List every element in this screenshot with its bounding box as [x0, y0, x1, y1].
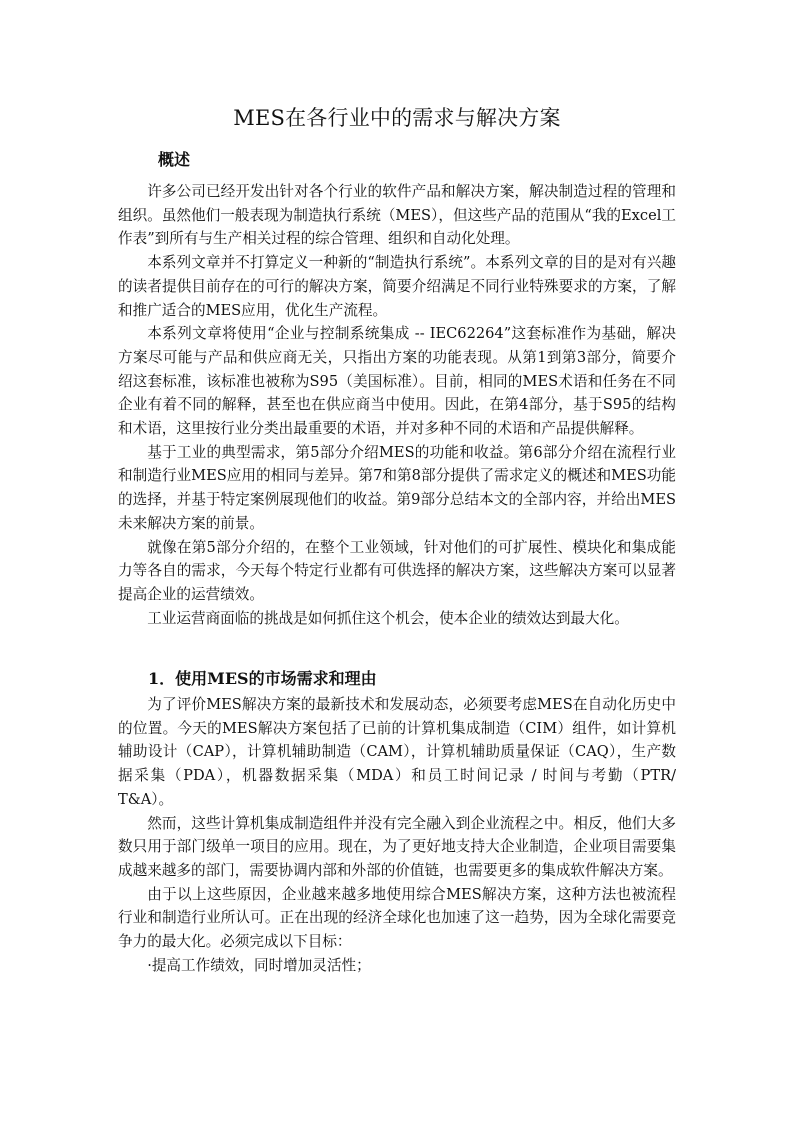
paragraph: 本系列文章并不打算定义一种新的“制造执行系统”。本系列文章的目的是对有兴趣的读者提供目前存在的可行的解决方案，简要介绍满足不同行业特殊要求的方案，了解和推广适合的MES应用，优化生产流程。 — [118, 254, 676, 319]
overview-body — [118, 180, 676, 630]
paragraph: ·提高工作绩效，同时增加灵活性； — [147, 956, 371, 974]
paragraph: 就像在第5部分介绍的，在整个工业领域，针对他们的可扩展性、模块化和集成能力等各自的需求，今天每个特定行业都有可供选择的解决方案，这些解决方案可以显著提高企业的运营绩效。 — [118, 538, 676, 603]
paragraph: 工业运营商面临的挑战是如何抓住这个机会，使本企业的绩效达到最大化。 — [147, 609, 629, 627]
paragraph: 然而，这些计算机集成制造组件并没有完全融入到企业流程之中。相反，他们大多数只用于部门级单一项目的应用。现在，为了更好地支持大企业制造，企业项目需要集成越来越多的部门，需要协调内部和外部的价值链，也需要更多的集成软件解决方案。 — [118, 814, 676, 879]
section-heading: 1．使用MES的市场需求和理由 — [148, 669, 377, 688]
paragraph: 本系列文章将使用“企业与控制系统集成 -- IEC62264”这套标准作为基础，解决方案尽可能与产品和供应商无关，只指出方案的功能表现。从第1到第3部分，简要介绍这套标准，该标准也被称为S95（美国标准）。目前，相同的MES术语和任务在不同企业有着不同的解释，甚至也在供应商当中使用。因此，在第4部分，基于S95的结构和术语，这里按行业分类出最重要的术语，并对多种不同的术语和产品提供解释。 — [118, 325, 676, 438]
paragraph: 许多公司已经开发出针对各个行业的软件产品和解决方案，解决制造过程的管理和组织。虽然他们一般表现为制造执行系统（MES），但这些产品的范围从“我的Excel工作表”到所有与生产相关过程的综合管理、组织和自动化处理。 — [118, 183, 676, 248]
paragraph: 基于工业的典型需求，第5部分介绍MES的功能和收益。第6部分介绍在流程行业和制造行业MES应用的相同与差异。第7和第8部分提供了需求定义的概述和MES功能的选择，并基于特定案例展现他们的收益。第9部分总结本文的全部内容，并给出MES未来解决方案的前景。 — [118, 443, 676, 532]
paragraph: 由于以上这些原因，企业越来越多地使用综合MES解决方案，这种方法也被流程行业和制造行业所认可。正在出现的经济全球化也加速了这一趋势，因为全球化需要竞争力的最大化。必须完成以下目标： — [118, 885, 676, 951]
paragraph: 为了评价MES解决方案的最新技术和发展动态，必须要考虑MES在自动化历史中的位置。今天的MES解决方案包括了已前的计算机集成制造（CIM）组件，如计算机辅助设计（CAP），计算机辅助制造（CAM），计算机辅助质量保证（CAQ），生产数据采集（PDA），机器数据采集（MDA）和员工时间记录 / 时间与考勤（PTR/ T&A）。 — [118, 696, 676, 808]
overview-heading: 概述 — [158, 150, 191, 169]
section1-body — [118, 693, 676, 977]
document-title: MES在各行业中的需求与解决方案 — [233, 106, 561, 130]
